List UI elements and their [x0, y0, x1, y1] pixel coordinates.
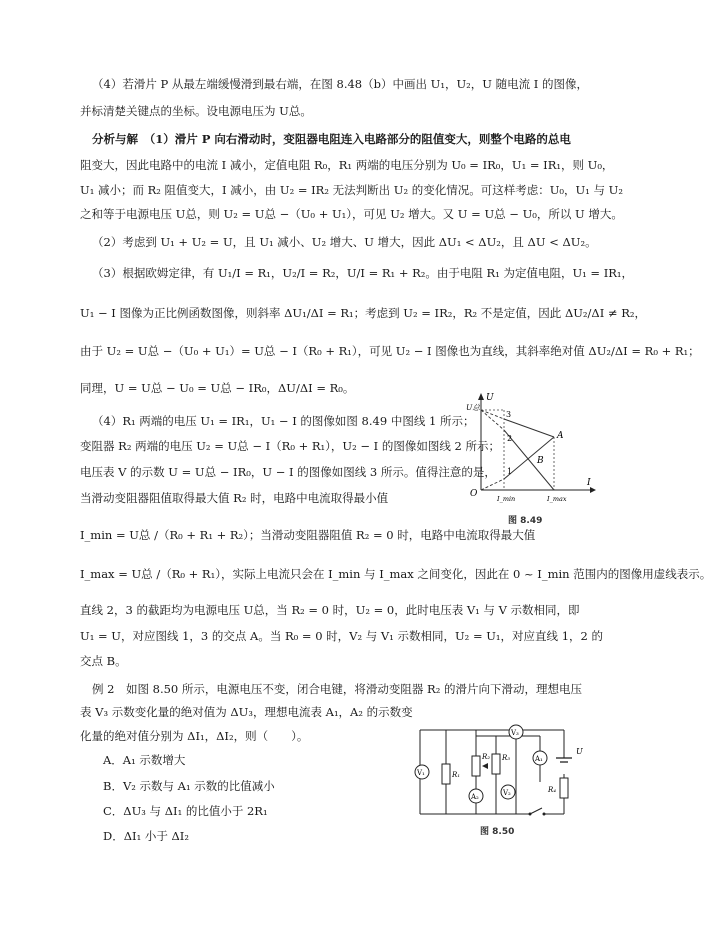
line-2-label: 2 — [507, 434, 513, 443]
text-line-14: 电压表 V 的示数 U = U总 − IR₀，U − I 的图像如图线 3 所示。值得注意的是， — [80, 465, 496, 479]
text-line-6: 之和等于电源电压 U总，则 U₂ = U总 −（U₀ + U₁），可见 U₂ 增大。又 U = U总 − U₀，所以 U 增大。 — [80, 207, 623, 221]
v2-label: V₂ — [503, 789, 511, 797]
point-b-label: B — [537, 456, 544, 466]
figure-8-49 — [466, 388, 596, 528]
r4-label: R₄ — [548, 786, 557, 794]
r2-label: R₂ — [482, 753, 491, 761]
text-line-19: U₁ = U，对应图线 1，3 的交点 A。当 R₀ = 0 时，V₂ 与 V₁ 示数相同，U₂ = U₁，对应直线 1，2 的 — [80, 629, 603, 643]
option-c: C．ΔU₃ 与 ΔI₁ 的比值小于 2R₁ — [103, 804, 268, 818]
v1-label: V₁ — [417, 769, 425, 777]
text-line-3: 分析与解 （1）滑片 P 向右滑动时，变阻器电阻连入电路部分的阻值变大，则整个电路的总电 — [92, 132, 571, 146]
v3-label: V₃ — [511, 729, 519, 737]
u-axis-label: U — [486, 393, 494, 403]
figure-8-50-caption: 图 8.50 — [480, 827, 515, 837]
origin-label: O — [470, 489, 478, 499]
text-line-12: （4）R₁ 两端的电压 U₁ = IR₁，U₁ − I 的图像如图 8.49 中图线 1 所示； — [92, 414, 475, 428]
text-line-13: 变阻器 R₂ 两端的电压 U₂ = U总 − I（R₀ + R₁），U₂ − I 的图像如图线 2 所示； — [80, 439, 500, 453]
text-line-16: I_min = U总 /（R₀ + R₁ + R₂）；当滑动变阻器阻值 R₂ = 0 时，电路中电流取得最大值 — [80, 528, 536, 542]
example-2-line-1: 例 2 如图 8.50 所示，电源电压不变，闭合电键，将滑动变阻器 R₂ 的滑片向下滑动，理想电压 — [92, 682, 582, 696]
line-2-dashed — [481, 410, 504, 430]
text-line-17: I_max = U总 /（R₀ + R₁），实际上电流只会在 I_min 与 I_max 之间变化，因此在 0 ~ I_min 范围内的图像用虚线表示。 — [80, 567, 711, 581]
figure-8-50 — [412, 722, 594, 840]
source-label: U — [576, 747, 583, 756]
option-b: B．V₂ 示数与 A₁ 示数的比值减小 — [103, 779, 275, 793]
resistor-r2 — [472, 756, 480, 776]
text-line-5: U₁ 减小；而 R₂ 阻值变大，I 减小，由 U₂ = IR₂ 无法判断出 U₂ 的变化情况。可这样考虑：U₀，U₁ 与 U₂ — [80, 183, 623, 197]
text-line-7: （2）考虑到 U₁ + U₂ = U，且 U₁ 减小、U₂ 增大、U 增大，因此 ΔU₁ < ΔU₂，且 ΔU < ΔU₂。 — [92, 235, 597, 249]
a1-label: A₁ — [535, 755, 543, 763]
example-2-line-3: 化量的绝对值分别为 ΔI₁，ΔI₂，则（ ）。 — [80, 729, 309, 743]
i-axis-arrow — [590, 487, 596, 493]
text-line-4: 阻变大，因此电路中的电流 I 减小，定值电阻 R₀，R₁ 两端的电压分别为 U₀ = IR₀，U₁ = IR₁，则 U₀， — [80, 158, 614, 172]
option-d: D．ΔI₁ 小于 ΔI₂ — [103, 829, 189, 843]
u-total-label: U总 — [466, 403, 480, 412]
text-line-1: （4）若滑片 P 从最左端缓慢滑到最右端，在图 8.48（b）中画出 U₁，U₂，U 随电流 I 的图像， — [92, 77, 588, 91]
resistor-r4 — [560, 778, 568, 798]
text-line-20: 交点 B。 — [80, 654, 127, 668]
line-1-dashed — [481, 479, 504, 490]
text-line-15: 当滑动变阻器阻值取得最大值 R₂ 时，电路中电流取得最小值 — [80, 491, 389, 505]
line-3-label: 3 — [506, 410, 512, 419]
text-line-18: 直线 2，3 的截距均为电源电压 U总，当 R₂ = 0 时，U₂ = 0，此时电压表 V₁ 与 V 示数相同，即 — [80, 603, 580, 617]
line-3-dashed — [481, 410, 504, 419]
r1-label: R₁ — [452, 771, 461, 779]
resistor-r3 — [492, 754, 500, 774]
figure-8-49-caption: 图 8.49 — [508, 516, 543, 526]
r3-label: R₃ — [502, 754, 511, 762]
a2-label: A₂ — [471, 793, 479, 801]
i-min-label: I_min — [497, 495, 516, 503]
point-a-label: A — [557, 431, 564, 441]
slider-arrow — [482, 763, 488, 769]
text-line-9: U₁ − I 图像为正比例函数图像，则斜率 ΔU₁/ΔI = R₁；考虑到 U₂ = IR₂，R₂ 不是定值，因此 ΔU₂/ΔI ≠ R₂， — [80, 306, 646, 320]
i-max-label: I_max — [547, 495, 567, 503]
text-line-10: 由于 U₂ = U总 −（U₀ + U₁）= U总 − I（R₀ + R₁），可见 U₂ − I 图像也为直线，其斜率绝对值 ΔU₂/ΔI = R₀ + R₁； — [80, 344, 700, 358]
text-line-8: （3）根据欧姆定律，有 U₁/I = R₁，U₂/I = R₂，U/I = R₁ + R₂。由于电阻 R₁ 为定值电阻，U₁ = IR₁， — [92, 266, 634, 280]
resistor-r1 — [442, 764, 450, 784]
i-axis-label: I — [587, 478, 591, 488]
line-1-label: 1 — [507, 467, 513, 476]
text-line-11: 同理，U = U总 − U₀ = U总 − IR₀，ΔU/ΔI = R₀。 — [80, 381, 355, 395]
text-line-2: 并标清楚关键点的坐标。设电源电压为 U总。 — [80, 104, 312, 118]
u-axis-arrow — [478, 393, 484, 400]
example-2-line-2: 表 V₃ 示数变化量的绝对值为 ΔU₃，理想电流表 A₁，A₂ 的示数变 — [80, 705, 413, 719]
option-a: A．A₁ 示数增大 — [103, 753, 186, 767]
